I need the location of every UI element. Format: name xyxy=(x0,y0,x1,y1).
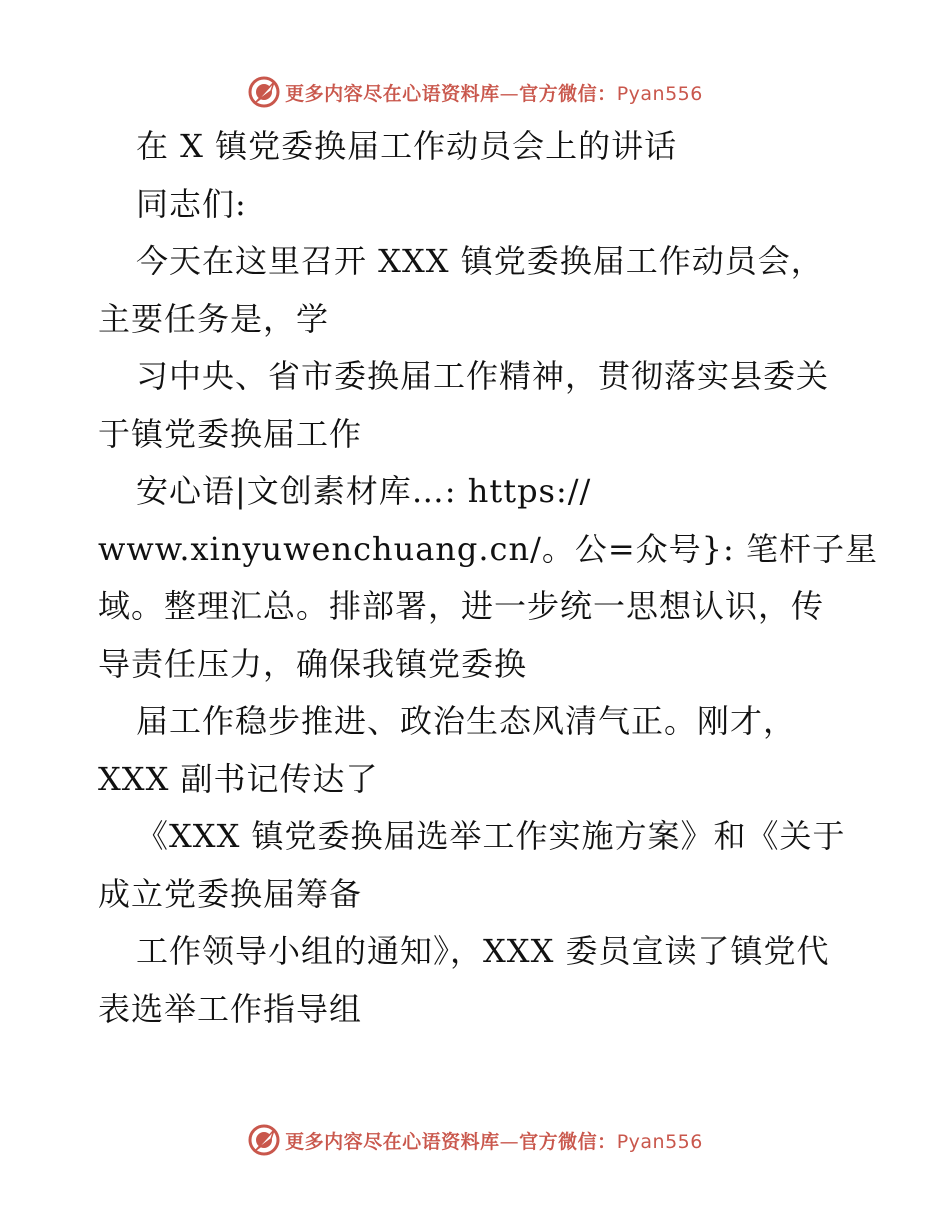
quill-logo-icon xyxy=(247,75,281,109)
text-line: www.xinyuwenchuang.cn/。公=众号}: 笔杆子星 xyxy=(98,529,878,568)
text-line: 同志们: xyxy=(136,184,247,223)
text-line: XXX 副书记传达了 xyxy=(98,759,379,798)
quill-logo-icon xyxy=(247,1123,281,1157)
document-body xyxy=(98,118,878,1038)
banner-main-text: 更多内容尽在心语资料库 xyxy=(285,1130,500,1153)
text-line: 表选举工作指导组 xyxy=(98,989,363,1028)
banner-dash: — xyxy=(499,1130,520,1153)
text-line: 安心语|文创素材库…: https:// xyxy=(136,472,592,510)
banner-main-text: 更多内容尽在心语资料库 xyxy=(285,82,500,105)
text-line: 习中央、省市委换届工作精神，贯彻落实县委关 xyxy=(136,357,830,395)
header-banner xyxy=(0,72,950,112)
text-line: 于镇党委换届工作 xyxy=(98,414,363,453)
text-line: 域。整理汇总。排部署，进一步统一思想认识，传 xyxy=(98,587,825,625)
text-line: 在 X 镇党委换届工作动员会上的讲话 xyxy=(136,127,678,165)
text-line: 主要任务是，学 xyxy=(98,299,330,338)
text-line: 今天在这里召开 XXX 镇党委换届工作动员会， xyxy=(136,242,824,280)
text-line: 导责任压力，确保我镇党委换 xyxy=(98,644,528,683)
text-line: 届工作稳步推进、政治生态风清气正。刚才， xyxy=(136,702,797,740)
banner-wechat-id: Pyan556 xyxy=(616,82,703,105)
footer-banner xyxy=(0,1120,950,1160)
text-line: 工作领导小组的通知》，XXX 委员宣读了镇党代 xyxy=(136,932,830,970)
banner-wechat-label: 官方微信： xyxy=(519,1130,617,1153)
banner-wechat-id: Pyan556 xyxy=(616,1130,703,1153)
banner-wechat-label: 官方微信： xyxy=(519,82,617,105)
banner-dash: — xyxy=(499,82,520,105)
text-line: 成立党委换届筹备 xyxy=(98,874,363,913)
text-line: 《XXX 镇党委换届选举工作实施方案》和《关于 xyxy=(136,817,846,855)
